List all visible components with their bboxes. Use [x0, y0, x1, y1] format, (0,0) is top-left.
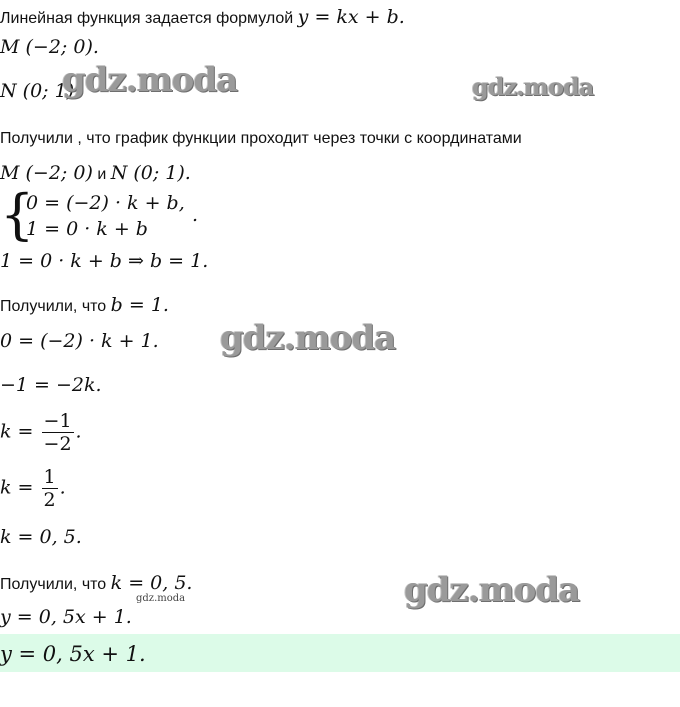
statement-text: Получили , что график функции проходит через точки с координатами — [0, 130, 522, 147]
step4-numerator: 1 — [43, 466, 56, 488]
answer: y = 0, 5x + 1. — [0, 642, 146, 666]
got-b-text: Получили, что — [0, 298, 107, 315]
intro-formula: y = kx + b. — [297, 6, 405, 28]
points-m: M (−2; 0) — [0, 162, 93, 184]
step3-numerator: −1 — [43, 410, 72, 432]
got-k-formula: k = 0, 5. — [110, 572, 193, 594]
step4-fraction — [42, 466, 58, 511]
got-b-formula: b = 1. — [110, 294, 169, 316]
system-eq2: 1 = 0 · k + b — [26, 218, 148, 240]
step2: −1 = −2k. — [0, 374, 102, 396]
watermark: gdz.moda — [404, 570, 580, 610]
step1: 0 = (−2) · k + 1. — [0, 330, 159, 352]
watermark: gdz.moda — [220, 318, 396, 358]
points-line — [0, 162, 191, 184]
system-brace: { — [0, 183, 35, 246]
step5: k = 0, 5. — [0, 526, 82, 548]
points-and: и — [97, 166, 107, 183]
step4 — [0, 466, 66, 511]
step4-lhs: k = — [0, 476, 34, 499]
system-eq1: 0 = (−2) · k + b, — [26, 192, 185, 214]
got-b-line — [0, 294, 169, 316]
solve-b: 1 = 0 · k + b ⇒ b = 1. — [0, 250, 209, 272]
step3-lhs: k = — [0, 420, 34, 443]
watermark: gdz.moda — [62, 60, 238, 100]
intro-line — [0, 6, 405, 28]
step3-end: . — [75, 420, 82, 443]
point-m: M (−2; 0). — [0, 36, 99, 58]
watermark: gdz.moda — [472, 72, 594, 101]
result-line: y = 0, 5x + 1. — [0, 606, 132, 628]
got-k-text: Получили, что — [0, 576, 107, 593]
point-n: N (0; 1). — [0, 80, 81, 102]
step4-denominator: 2 — [43, 489, 56, 511]
step3-fraction — [42, 410, 74, 455]
step3 — [0, 410, 82, 455]
points-n: N (0; 1). — [110, 162, 191, 184]
step4-end: . — [59, 476, 66, 499]
got-k-line — [0, 572, 192, 594]
watermark: gdz.moda — [136, 593, 186, 604]
intro-text: Линейная функция задается формулой — [0, 10, 294, 27]
step3-denominator: −2 — [43, 433, 72, 455]
system-dot: . — [192, 204, 199, 226]
